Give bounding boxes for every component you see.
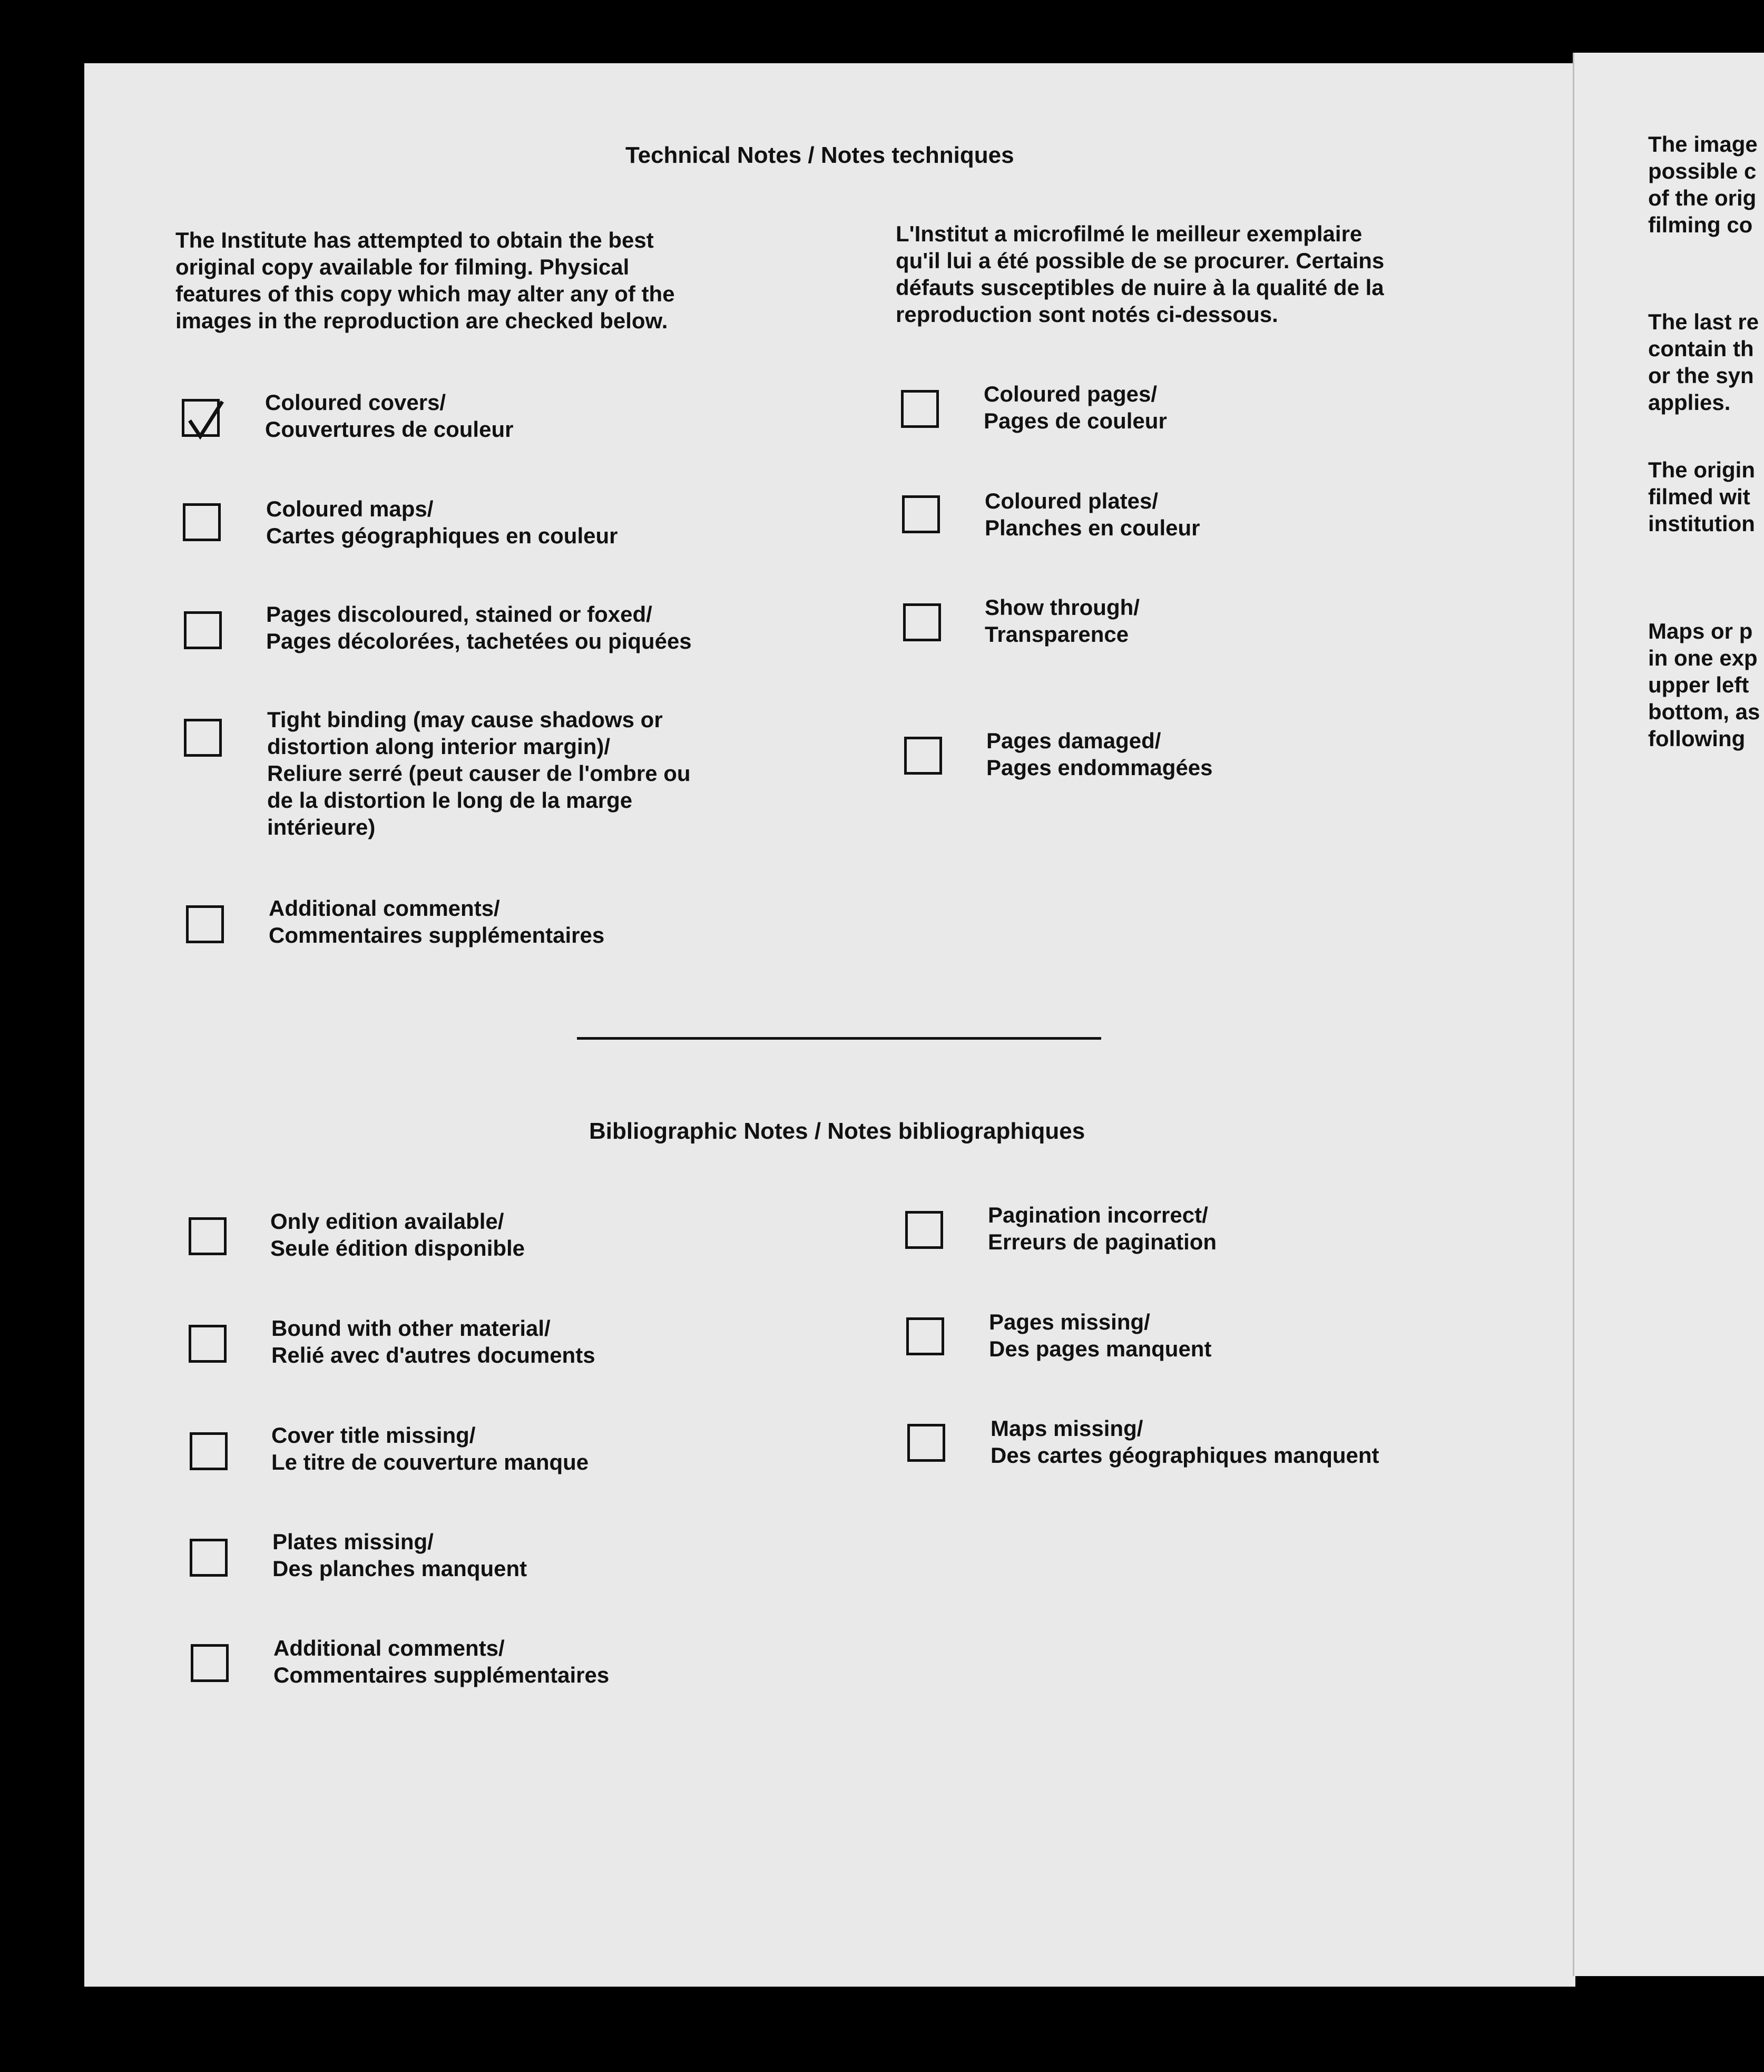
adjacent-text-block: Maps or p in one exp upper left bottom, as following [1648, 619, 1760, 751]
checkbox-additional-comments-bibliographic[interactable] [191, 1644, 229, 1682]
label-bound-with: Bound with other material/ Relié avec d'autres documents [271, 1316, 595, 1367]
document-page [84, 63, 1575, 1987]
label-pages-damaged: Pages damaged/ Pages endommagées [986, 728, 1213, 780]
checkbox-pages-damaged[interactable] [904, 737, 942, 775]
intro-english: The Institute has attempted to obtain the best original copy available for filming. Physical features of this copy which may alter any of the images in the reproduction are checked below. [175, 228, 675, 333]
section-divider [577, 1037, 1101, 1040]
label-show-through: Show through/ Transparence [985, 595, 1140, 647]
checkbox-tight-binding[interactable] [184, 719, 222, 757]
label-additional-comments-technical: Additional comments/ Commentaires supplémentaires [269, 896, 605, 947]
label-pagination-incorrect: Pagination incorrect/ Erreurs de pagination [988, 1203, 1217, 1254]
label-coloured-covers: Coloured covers/ Couvertures de couleur [265, 390, 514, 442]
label-maps-missing: Maps missing/ Des cartes géographiques manquent [991, 1416, 1379, 1468]
checkbox-coloured-covers[interactable] [182, 399, 220, 437]
adjacent-text-block: The last re contain th or the syn applies. [1648, 309, 1759, 415]
adjacent-text-block: The origin filmed wit institution [1648, 457, 1755, 536]
checkbox-show-through[interactable] [903, 603, 941, 641]
checkbox-bound-with[interactable] [189, 1325, 227, 1363]
label-coloured-pages: Coloured pages/ Pages de couleur [984, 382, 1167, 433]
label-only-edition: Only edition available/ Seule édition disponible [270, 1209, 525, 1260]
checkbox-coloured-maps[interactable] [183, 503, 221, 541]
label-coloured-maps: Coloured maps/ Cartes géographiques en couleur [266, 496, 618, 548]
checkbox-pagination-incorrect[interactable] [905, 1211, 943, 1249]
label-coloured-plates: Coloured plates/ Planches en couleur [985, 488, 1200, 540]
label-additional-comments-bibliographic: Additional comments/ Commentaires supplémentaires [273, 1636, 610, 1687]
checkbox-only-edition[interactable] [189, 1217, 227, 1255]
label-pages-missing: Pages missing/ Des pages manquent [989, 1309, 1212, 1361]
checkmark-icon [188, 399, 224, 442]
adjacent-text-block: The image possible c of the orig filming co [1648, 132, 1758, 237]
film-border [0, 0, 1764, 58]
checkbox-maps-missing[interactable] [907, 1424, 945, 1462]
label-tight-binding: Tight binding (may cause shadows or distortion along interior margin)/ Reliure serré (peut causer de l'ombre ou de la distortion le long de la marge intérieure) [267, 707, 691, 839]
checkbox-cover-title-missing[interactable] [190, 1432, 228, 1470]
checkbox-plates-missing[interactable] [190, 1539, 228, 1577]
technical-notes-heading: Technical Notes / Notes techniques [625, 142, 1014, 168]
label-pages-discoloured: Pages discoloured, stained or foxed/ Pages décolorées, tachetées ou piquées [266, 602, 692, 653]
checkbox-coloured-plates[interactable] [902, 495, 940, 533]
checkbox-pages-missing[interactable] [906, 1317, 944, 1355]
checkbox-coloured-pages[interactable] [901, 390, 939, 428]
intro-french: L'Institut a microfilmé le meilleur exemplaire qu'il lui a été possible de se procurer. Certains défauts susceptibles de nuire à la qualité de la reproduction sont notés ci-dessous. [896, 221, 1385, 327]
label-cover-title-missing: Cover title missing/ Le titre de couverture manque [271, 1423, 589, 1474]
bibliographic-notes-heading: Bibliographic Notes / Notes bibliographiques [589, 1118, 1085, 1144]
checkbox-pages-discoloured[interactable] [184, 611, 222, 649]
checkbox-additional-comments-technical[interactable] [186, 905, 224, 943]
label-plates-missing: Plates missing/ Des planches manquent [272, 1529, 527, 1581]
